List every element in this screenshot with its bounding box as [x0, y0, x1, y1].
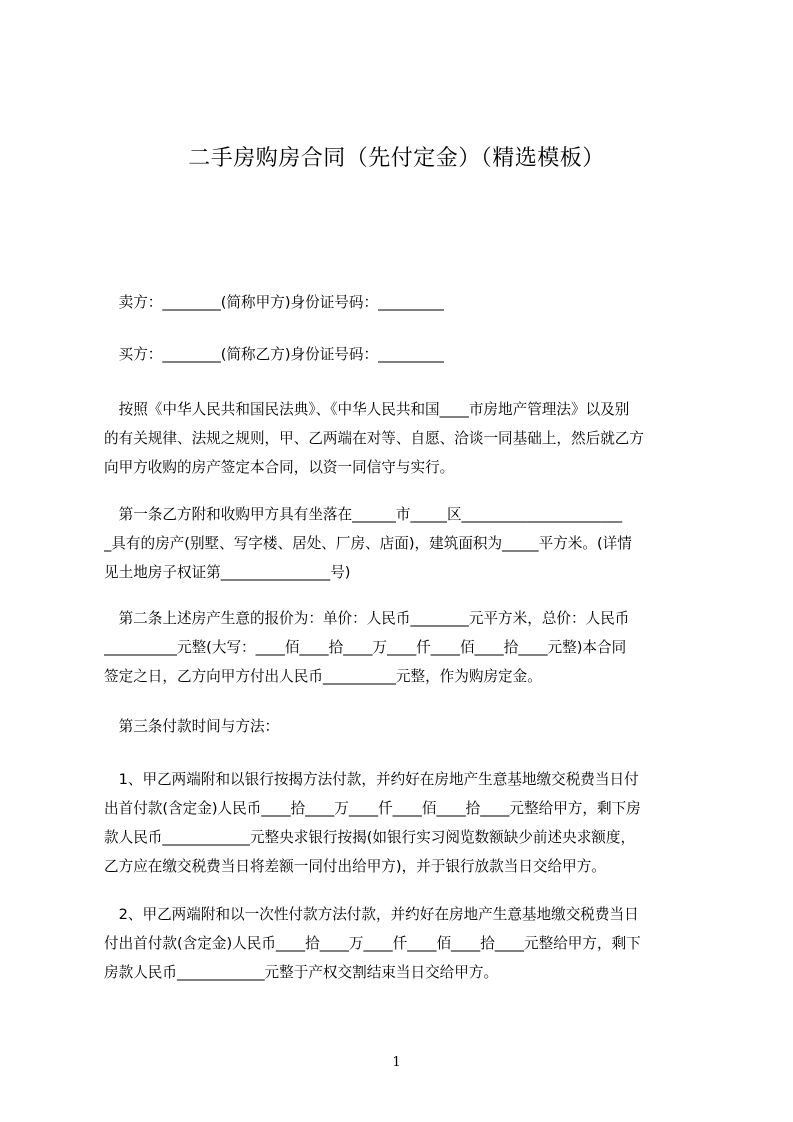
text-line: 乙方应在缴交税费当日将差额一同付出给甲方)，并于银行放款当日交给甲方。 [104, 858, 606, 875]
preamble-paragraph [104, 395, 702, 482]
text-line: 2、甲乙两端附和以一次性付款方法付款，并约好在房地产生意基地缴交税费当日 [104, 906, 639, 923]
text-line: 出首付款(含定金)人民币____拾____万____仟____佰____拾____元整给甲方，剩下房 [104, 800, 641, 817]
text-line: 买方：________(简称乙方)身份证号码：_________ [104, 346, 444, 363]
text-line: 款人民币____________元整央求银行按揭(如银行实习阅览数额缺少前述央求额度， [104, 829, 636, 846]
text-line: __________元整(大写：____佰____拾____万____仟____佰____拾____元整)本合同 [104, 639, 627, 656]
text-line: 签定之日，乙方向甲方付出人民币__________元整，作为购房定金。 [104, 668, 542, 685]
page-number: 1 [392, 1055, 401, 1070]
payment-method-2-paragraph [104, 900, 702, 987]
text-line: 1、甲乙两端附和以银行按揭方法付款，并约好在房地产生意基地缴交税费当日付 [104, 771, 639, 788]
text-line: _具有的房产(别墅、写字楼、居处、厂房、店面)，建筑面积为_____平方米。(详情 [104, 535, 632, 552]
article-1-paragraph [104, 500, 702, 587]
buyer-line [104, 340, 702, 369]
article-2-paragraph [104, 604, 702, 691]
text-line: 的有关规律、法规之规则，甲、乙两端在对等、自愿、洽谈一同基础上，然后就乙方 [104, 430, 644, 447]
text-line: 卖方：________(简称甲方)身份证号码：_________ [104, 294, 444, 311]
payment-method-1-paragraph [104, 765, 702, 881]
text-line: 向甲方收购的房产签定本合同，以资一同信守与实行。 [104, 459, 455, 476]
text-line: 房款人民币____________元整于产权交割结束当日交给甲方。 [104, 964, 499, 981]
text-line: 第二条上述房产生意的报价为：单价：人民币________元平方米，总价：人民币 [104, 610, 630, 627]
document-title: 二手房购房合同（先付定金）（精选模板） [188, 146, 605, 171]
text-line: 第三条付款时间与方法： [104, 718, 280, 735]
seller-line [104, 288, 702, 317]
article-3-heading [104, 712, 702, 741]
text-line: 第一条乙方附和收购甲方具有坐落在______市_____区______________________ [104, 506, 623, 523]
text-line: 付出首付款(含定金)人民币____拾____万____仟____佰____拾____元整给甲方，剩下 [104, 935, 641, 952]
text-line: 按照《中华人民共和国民法典》、《中华人民共和国____市房地产管理法》以及别 [104, 401, 630, 418]
text-line: 见土地房子权证第_______________号) [104, 564, 351, 581]
